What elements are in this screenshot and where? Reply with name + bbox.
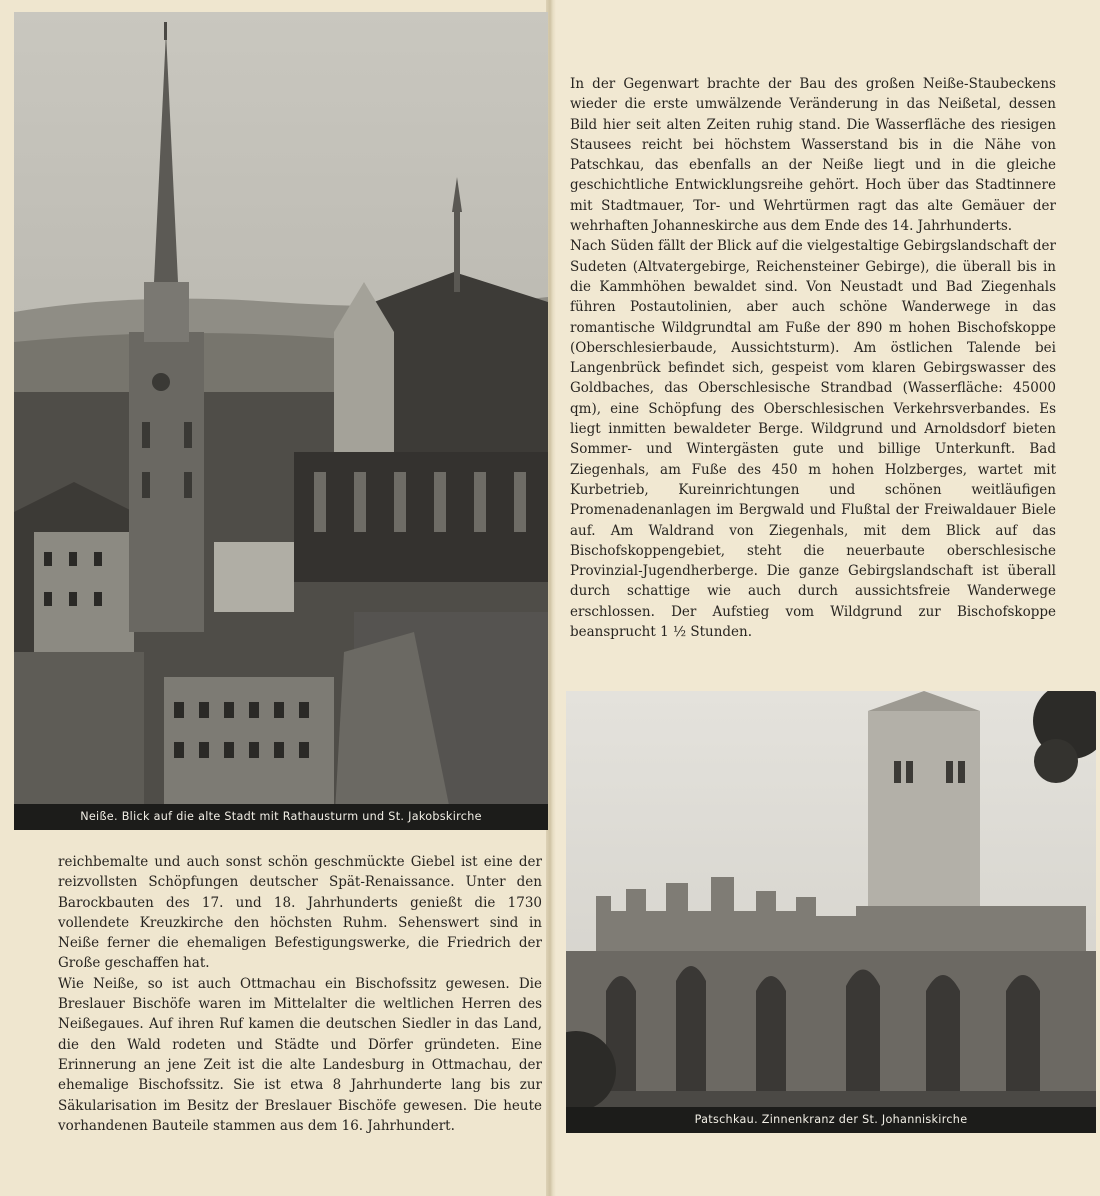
patschkau-photo-caption: Patschkau. Zinnenkranz der St. Johanniskirche <box>566 1107 1096 1133</box>
right-body-text <box>570 74 1056 642</box>
right-paragraph-2: Nach Süden fällt der Blick auf die vielgestaltige Gebirgslandschaft der Sudeten (Altvatergebirge, Reichensteiner Gebirge), die überall bis in die Kammhöhen bewaldet sind. Von Neustadt und Bad Ziegenhals führen Postautolinien, aber auch schöne Wanderwege in das romantische Wildgrundtal am Fuße der 890 m hohen Bischofskoppe (Oberschlesierbaude, Aussichtsturm). Am östlichen Talende bei Langenbrück befindet sich, gespeist vom klaren Gebirgswasser des Goldbaches, das Oberschlesische Strandbad (Wasserfläche: 45000 qm), eine Schöpfung des Oberschlesischen Verkehrsverbandes. Es liegt inmitten bewaldeter Berge. Wildgrund und Arnoldsdorf bieten Sommer- und Wintergästen gute und billige Unterkunft. Bad Ziegenhals, am Fuße des 450 m hohen Holzberges, wartet mit Kurbetrieb, Kureinrichtungen und schönen weitläufigen Promenadenanlagen im Bergwald und Flußtal der Freiwaldauer Biele auf. Am Waldrand von Ziegenhals, mit dem Blick auf das Bischofskoppengebiet, steht die neuerbaute oberschlesische Provinzial-Jugendherberge. Die ganze Gebirgslandschaft ist überall durch schattige wie auch durch aussichtsfreie Wanderwege erschlossen. Der Aufstieg vom Wildgrund zur Bischofskoppe beansprucht 1 ½ Stunden. <box>570 238 1056 641</box>
left-paragraph-1: reichbemalte und auch sonst schön geschmückte Giebel ist eine der reizvollsten Schöpfungen deutscher Spät-Renaissance. Unter den Barockbauten des 17. und 18. Jahrhunderts genießt die 1730 vollendete Kreuzkirche den höchsten Ruhm. Sehenswert sind in Neiße ferner die ehemaligen Befestigungswerke, die Friedrich der Große geschaffen hat. <box>58 854 542 972</box>
neisse-photo <box>14 12 548 830</box>
left-paragraph-2: Wie Neiße, so ist auch Ottmachau ein Bischofssitz gewesen. Die Breslauer Bischöfe waren im Mittelalter die weltlichen Herren des Neißegaues. Auf ihren Ruf kamen die deutschen Siedler in das Land, die den Wald rodeten und Städte und Dörfer gründeten. Eine Erinnerung an jene Zeit ist die alte Landesburg in Ottmachau, der ehemalige Bischofssitz. Sie ist etwa 8 Jahrhunderte lang bis zur Säkularisation im Besitz der Breslauer Bischöfe gewesen. Die heute vorhandenen Bauteile stammen aus dem 16. Jahrhundert. <box>58 975 542 1134</box>
neisse-photo-caption: Neiße. Blick auf die alte Stadt mit Rathausturm und St. Jakobskirche <box>14 804 548 830</box>
left-body-text <box>58 852 542 1136</box>
neisse-illustration <box>14 12 548 830</box>
patschkau-photo <box>566 691 1096 1133</box>
right-paragraph-1: In der Gegenwart brachte der Bau des großen Neiße-Staubeckens wieder die erste umwälzende Veränderung in das Neißetal, dessen Bild hier seit alten Zeiten ruhig stand. Die Wasserfläche des riesigen Stausees reicht bei höchstem Wasserstand bis in die Nähe von Patschkau, das ebenfalls an der Neiße liegt und in die gleiche geschichtliche Entwicklungsreihe gehört. Hoch über das Stadtinnere mit Stadtmauer, Tor- und Wehrtürmen ragt das alte Gemäuer der wehrhaften Johanneskirche aus dem Ende des 14. Jahrhunderts. <box>570 76 1056 235</box>
patschkau-illustration <box>566 691 1096 1133</box>
